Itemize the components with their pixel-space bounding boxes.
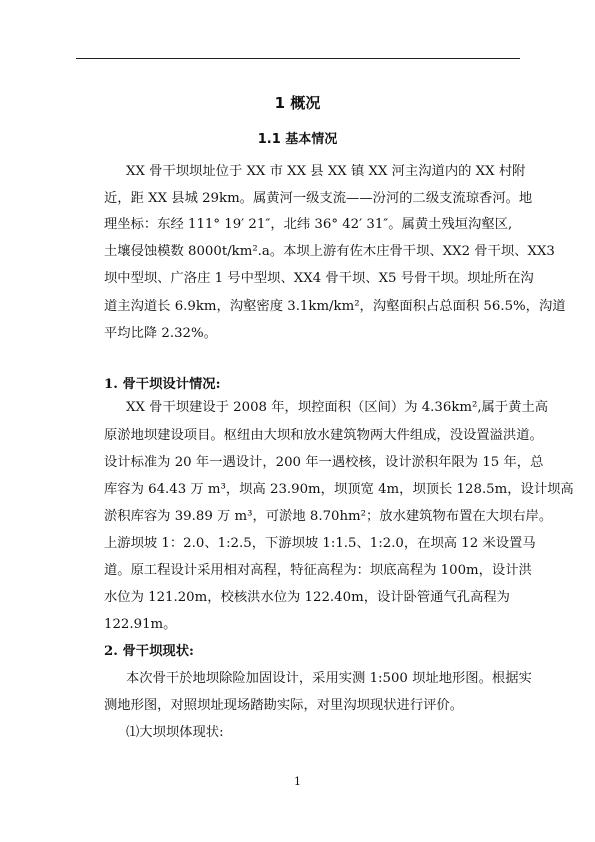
- paragraph-line: 淤积库容为 39.89 万 m³，可淤地 8.70hm²；放水建筑物布置在大坝右岸。: [104, 509, 553, 524]
- section-title: 2. 骨干坝现状:: [104, 644, 194, 659]
- paragraph-line: 土壤侵蚀模数 8000t/km².a。本坝上游有佐木庄骨干坝、XX2 骨干坝、XX3: [104, 244, 555, 259]
- paragraph-line: 原淤地坝建设项目。枢纽由大坝和放水建筑物两大件组成，没设置溢洪道。: [104, 428, 543, 443]
- section-heading: 1.1 基本情况: [257, 132, 338, 147]
- page-number: 1: [294, 775, 301, 788]
- paragraph-line: 平均比降 2.32%。: [104, 326, 217, 341]
- paragraph-line: 122.91m。: [104, 617, 177, 632]
- paragraph-line: 理坐标：东经 111° 19′ 21″，北纬 36° 42′ 31″。属黄土残垣沟壑区,: [104, 217, 513, 232]
- paragraph-line: 道。原工程设计采用相对高程，特征高程为：坝底高程为 100m，设计洪: [104, 563, 532, 578]
- paragraph-line: XX 骨干坝建设于 2008 年，坝控面积（区间）为 4.36km²,属于黄土高: [126, 400, 549, 415]
- paragraph-line: 设计标准为 20 年一遇设计，200 年一遇校核，设计淤积年限为 15 年，总: [104, 455, 544, 470]
- paragraph-line: 水位为 121.20m，校核洪水位为 122.40m，设计卧管通气孔高程为: [104, 590, 510, 605]
- paragraph-line: 坝中型坝、广洛庄 1 号中型坝、XX4 骨干坝、X5 号骨干坝。坝址所在沟: [104, 271, 534, 286]
- paragraph-line: 测地形图，对照坝址现场踏勘实际，对里沟坝现状进行评价。: [104, 698, 464, 713]
- paragraph-line: 库容为 64.43 万 m³，坝高 23.90m，坝顶宽 4m，坝顶长 128.5m，设计坝高: [104, 482, 574, 497]
- section-title: 1. 骨干坝设计情况:: [104, 377, 221, 392]
- chapter-heading: 1 概况: [274, 94, 321, 112]
- paragraph-line: XX 骨干坝坝址位于 XX 市 XX 县 XX 镇 XX 河主沟道内的 XX 村附: [126, 164, 526, 179]
- subsection-title: ⑴大坝坝体现状:: [126, 725, 224, 740]
- paragraph-line: 道主沟道长 6.9km，沟壑密度 3.1km/km²，沟壑面积占总面积 56.5%，沟道: [104, 299, 566, 314]
- paragraph-line: 上游坝坡 1：2.0、1:2.5，下游坝坡 1:1.5、1:2.0，在坝高 12 米设置马: [104, 536, 536, 551]
- header-rule: [76, 58, 520, 59]
- paragraph-line: 本次骨干於地坝除险加固设计，采用实测 1:500 坝址地形图。根据实: [126, 671, 532, 686]
- paragraph-line: 近，距 XX 县城 29km。属黄河一级支流——汾河的二级支流琼香河。地: [104, 191, 533, 206]
